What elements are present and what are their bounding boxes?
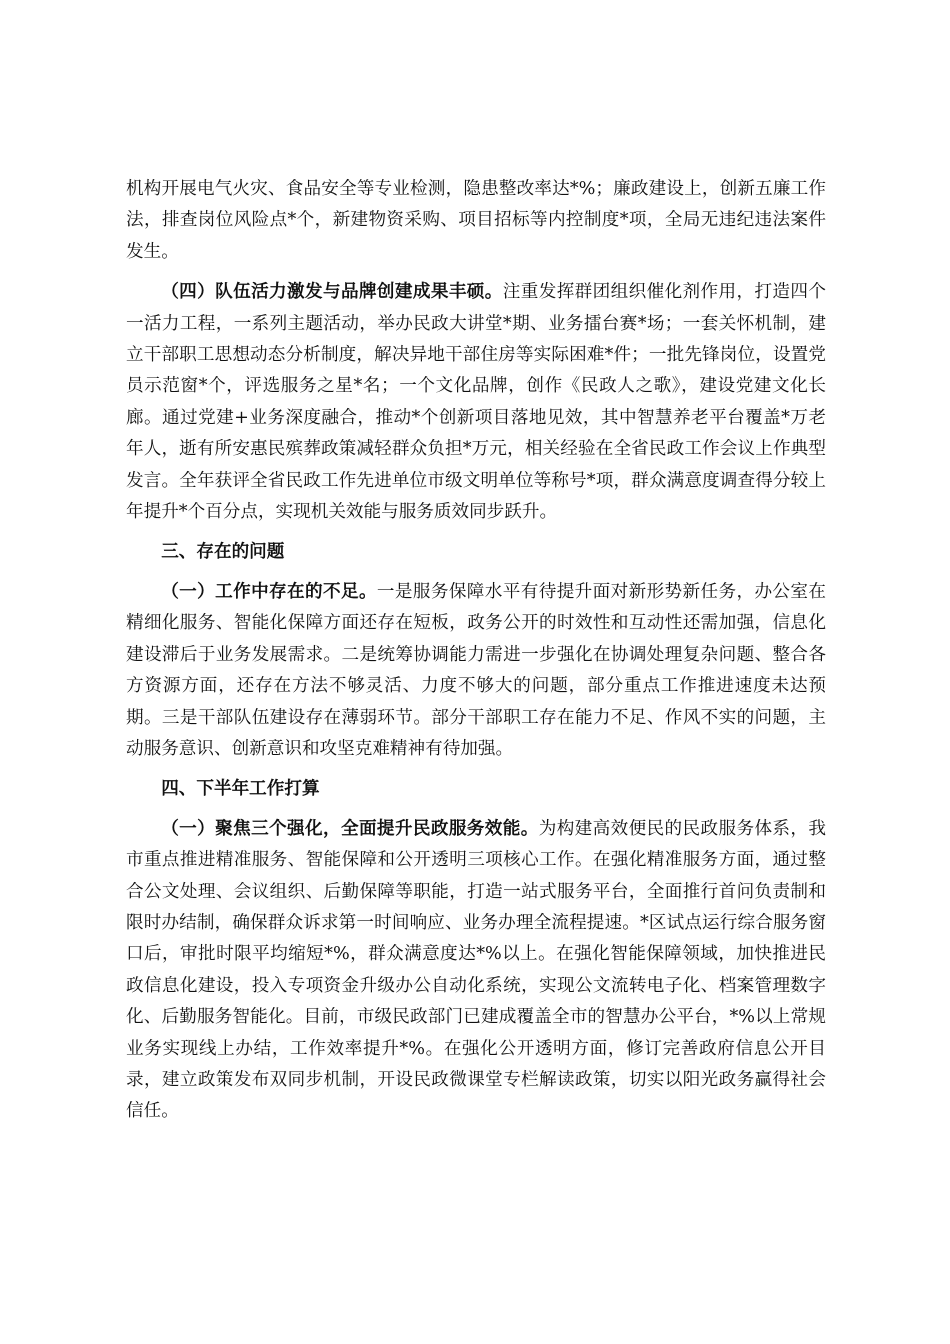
paragraph-service-efficiency <box>126 813 826 1128</box>
paragraph-shortcomings <box>126 576 826 765</box>
paragraph-team-vitality <box>126 276 826 528</box>
section-heading-plans: 四、下半年工作打算 <box>161 778 320 800</box>
paragraph-lead-heading: （四）队伍活力激发与品牌创建成果丰硕。 <box>161 281 503 303</box>
paragraph-lead-heading: （一）工作中存在的不足。 <box>161 580 377 602</box>
section-heading-problems: 三、存在的问题 <box>161 541 285 563</box>
paragraph-body: 注重发挥群团组织催化剂作用，打造四个一活力工程，一系列主题活动，举办民政大讲堂*期、业务擂台赛*场；一套关怀机制，建立干部职工思想动态分析制度，解决异地干部住房等实际困难*件；一批先锋岗位，设置党员示范窗*个，评选服务之星*名；一个文化品牌，创作《民政人之歌》，建设党建文化长廊。通过党建+业务深度融合，推动*个创新项目落地见效，其中智慧养老平台覆盖*万老年人，逝有所安惠民殡葬政策减轻群众负担*万元，相关经验在全省民政工作会议上作典型发言。全年获评全省民政工作先进单位市级文明单位等称号*项，群众满意度调查得分较上年提升*个百分点，实现机关效能与服务质效同步跃升。 <box>126 282 826 523</box>
paragraph-continued: 机构开展电气火灾、食品安全等专业检测，隐患整改率达*%；廉政建设上，创新五廉工作法，排查岗位风险点*个，新建物资采购、项目招标等内控制度*项，全局无违纪违法案件发生。 <box>126 179 826 262</box>
paragraph-body: 一是服务保障水平有待提升面对新形势新任务，办公室在精细化服务、智能化保障方面还存在短板，政务公开的时效性和互动性还需加强，信息化建设滞后于业务发展需求。二是统筹协调能力需进一步强化在协调处理复杂问题、整合各方资源方面，还存在方法不够灵活、力度不够大的问题，部分重点工作推进速度未达预期。三是干部队伍建设存在薄弱环节。部分干部职工存在能力不足、作风不实的问题，主动服务意识、创新意识和攻坚克难精神有待加强。 <box>126 581 826 759</box>
paragraph-body: 为构建高效便民的民政服务体系，我市重点推进精准服务、智能保障和公开透明三项核心工作。在强化精准服务方面，通过整合公文处理、会议组织、后勤保障等职能，打造一站式服务平台，全面推行首问负责制和限时办结制，确保群众诉求第一时间响应、业务办理全流程提速。*区试点运行综合服务窗口后，审批时限平均缩短*%，群众满意度达*%以上。在强化智能保障领域，加快推进民政信息化建设，投入专项资金升级办公自动化系统，实现公文流转电子化、档案管理数字化、后勤服务智能化。目前，市级民政部门已建成覆盖全市的智慧办公平台，*%以上常规业务实现线上办结，工作效率提升*%。在强化公开透明方面，修订完善政府信息公开目录，建立政策发布双同步机制，开设民政微课堂专栏解读政策，切实以阳光政务赢得社会信任。 <box>126 818 826 1122</box>
document-page <box>126 174 826 1136</box>
paragraph-lead-heading: （一）聚焦三个强化，全面提升民政服务效能。 <box>161 817 539 839</box>
